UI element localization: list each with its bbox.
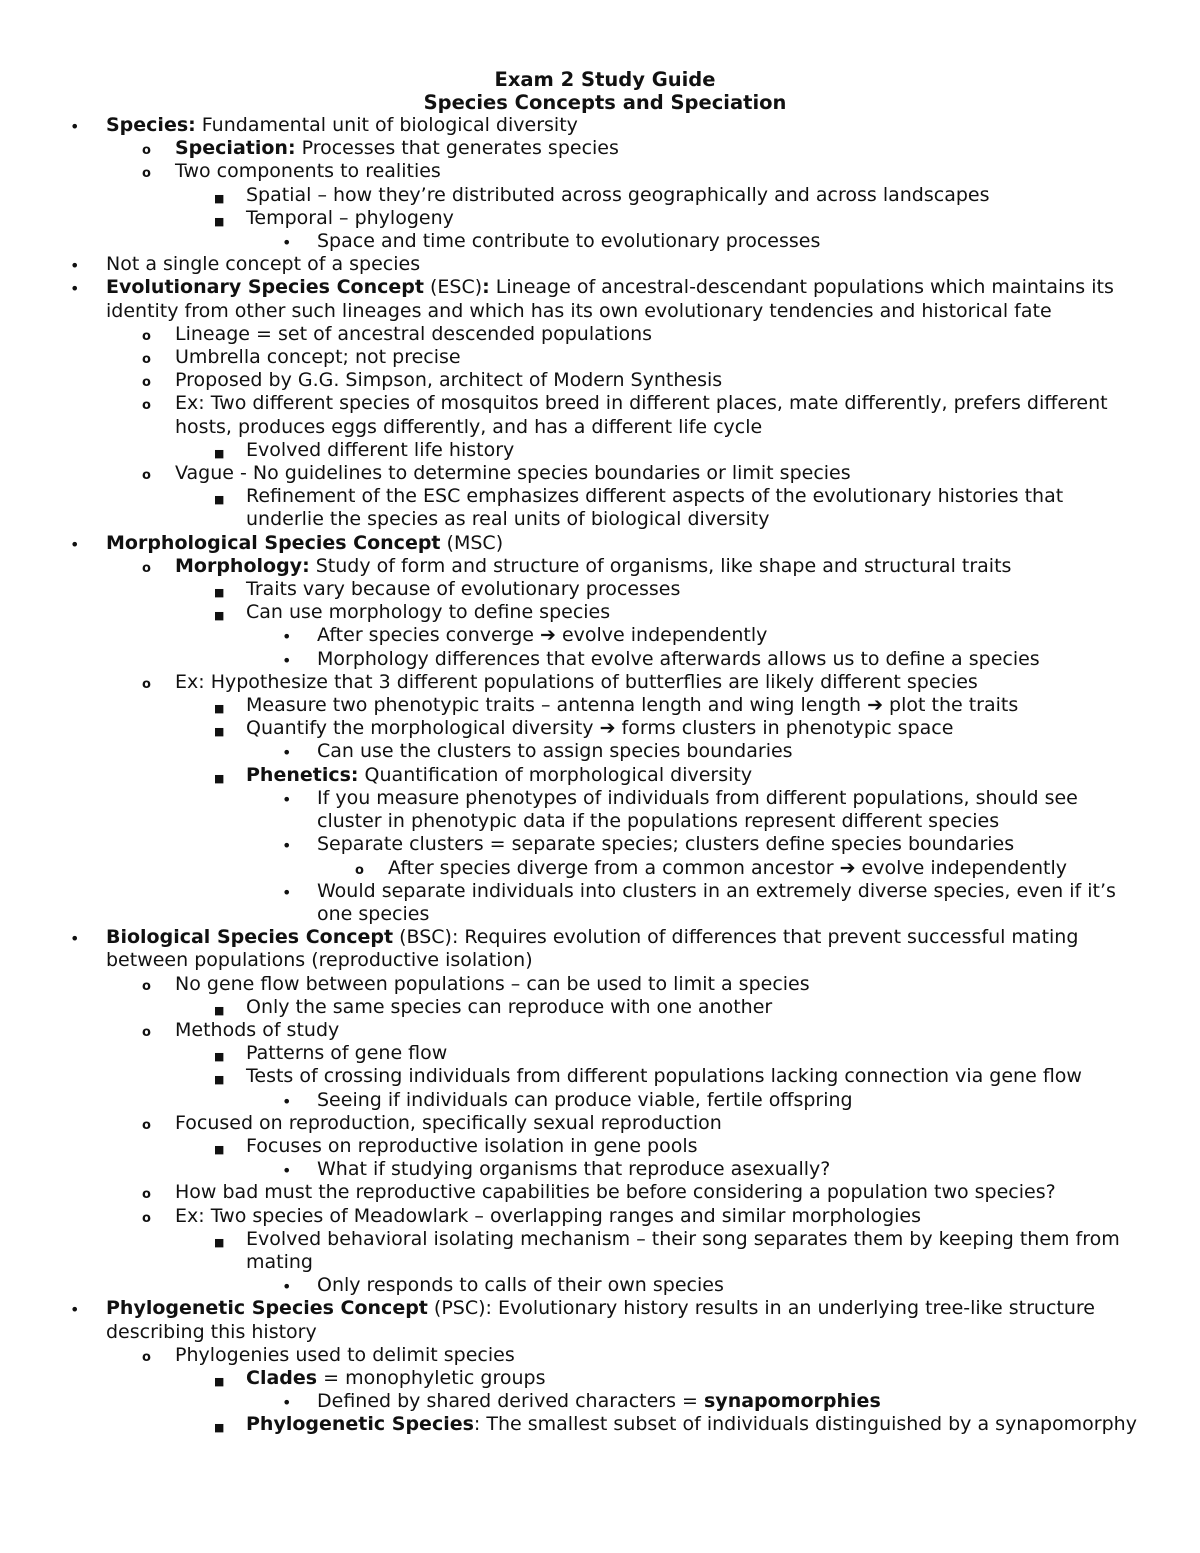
circle-bullet-icon: o: [142, 375, 151, 391]
text-morph-diff: Morphology differences that evolve afterwards allows us to define a species: [317, 647, 1040, 670]
circle-bullet-icon: o: [142, 1187, 151, 1203]
circle-bullet-icon: o: [142, 143, 151, 159]
arrow-icon: ➔: [539, 624, 556, 647]
bullet-phenetics: [211, 764, 1140, 787]
bullet-what-if: [282, 1158, 1140, 1181]
bullet-umbrella: [140, 346, 1140, 369]
bullet-lineage: [140, 323, 1140, 346]
text-measure-a: Measure two phenotypic traits – antenna length and wing length: [246, 694, 868, 717]
tests-sublist: [70, 1089, 1140, 1112]
bullet-focuses: [211, 1135, 1140, 1158]
text-converge-a: After species converge: [317, 624, 540, 647]
disc-bullet-icon: •: [282, 1393, 292, 1413]
abbr-esc: (ESC): [423, 276, 483, 299]
bullet-msc-ex: [140, 671, 1140, 694]
circle-bullet-icon: o: [142, 1024, 151, 1040]
bullet-how-bad: [140, 1181, 1140, 1204]
bullet-separate: [282, 833, 1140, 856]
square-bullet-icon: ■: [214, 725, 225, 739]
text-focused: Focused on reproduction, specifically sexual reproduction: [175, 1111, 722, 1134]
bsc-sublist-4: [70, 1181, 1140, 1227]
text-measure-b: plot the traits: [883, 694, 1019, 717]
text-spatial: Spatial – how they’re distributed across geographically and across landscapes: [246, 183, 990, 206]
square-bullet-icon: ■: [214, 1142, 225, 1156]
bullet-can-use: [211, 601, 1140, 624]
disc-bullet-icon: •: [70, 929, 80, 949]
bullet-spatial: [211, 184, 1140, 207]
circle-bullet-icon: o: [142, 1117, 151, 1133]
text-esc-ex: Ex: Two different species of mosquitos breed in different places, mate differently, prefers different hosts, produces eggs differently, and has a different life cycle: [175, 392, 1108, 438]
esc-ex-sublist: [70, 439, 1140, 462]
text-converge-b: evolve independently: [555, 624, 768, 647]
def-clades: = monophyletic groups: [317, 1366, 546, 1389]
clades-sublist: [70, 1390, 1140, 1413]
temporal-sublist: [70, 230, 1140, 253]
bullet-refinement: [211, 485, 1140, 531]
phylogenies-sublist: [70, 1367, 1140, 1390]
text-diverge-a: After species diverge from a common ancestor: [388, 856, 840, 879]
bullet-temporal: [211, 207, 1140, 230]
can-use-sublist: [70, 624, 1140, 670]
square-bullet-icon: ■: [214, 1374, 225, 1388]
circle-bullet-icon: o: [142, 1210, 151, 1226]
bullet-esc: [70, 276, 1140, 322]
bullet-behavioral: [211, 1228, 1140, 1274]
bullet-vague: [140, 462, 1140, 485]
disc-bullet-icon: •: [282, 627, 292, 647]
bullet-no-gene: [140, 973, 1140, 996]
bullet-species: [70, 114, 1140, 137]
def-species: Fundamental unit of biological diversity: [195, 114, 578, 136]
bullet-focused: [140, 1112, 1140, 1135]
phenetics-sublist: [70, 787, 1140, 857]
bullet-traits-vary: [211, 578, 1140, 601]
circle-bullet-icon: o: [142, 398, 151, 414]
term-species: Species:: [106, 114, 196, 136]
bullet-bsc-ex: [140, 1205, 1140, 1228]
text-bsc-ex: Ex: Two species of Meadowlark – overlapping ranges and similar morphologies: [175, 1204, 922, 1227]
document-title: Exam 2 Study Guide: [494, 68, 716, 91]
square-bullet-icon: ■: [214, 493, 225, 507]
text-refinement: Refinement of the ESC emphasizes different aspects of the evolutionary histories that underlie the species as real units of biological diversity: [246, 485, 1064, 531]
abbr-msc: (MSC): [440, 531, 504, 554]
text-clusters: Can use the clusters to assign species boundaries: [317, 740, 793, 763]
bullet-defined: [282, 1390, 1140, 1413]
disc-bullet-icon: •: [70, 256, 80, 276]
esc-sublist: [70, 323, 1140, 439]
disc-bullet-icon: •: [282, 650, 292, 670]
bullet-speciation: [140, 137, 1140, 160]
term-esc: Evolutionary Species Concept: [106, 276, 424, 299]
circle-bullet-icon: o: [142, 468, 151, 484]
text-patterns: Patterns of gene flow: [246, 1042, 448, 1065]
term-morphology: Morphology:: [175, 554, 310, 577]
disc-bullet-icon: •: [282, 1091, 292, 1111]
bullet-seeing: [282, 1089, 1140, 1112]
text-defined: Defined by shared derived characters =: [317, 1390, 704, 1413]
bullet-space-time: [282, 230, 1140, 253]
text-vague: Vague - No guidelines to determine species boundaries or limit species: [175, 462, 851, 485]
text-quantify-b: forms clusters in phenotypic space: [615, 717, 954, 740]
bullet-morphology: [140, 555, 1140, 578]
term-synapomorphies: synapomorphies: [704, 1390, 881, 1413]
def-esc: Lineage of ancestral-descendant populations which maintains its identity from other such lineages and which has its own evolutionary tendencies and historical fate: [106, 276, 1114, 322]
bsc-sublist: [70, 973, 1140, 996]
bullet-patterns: [211, 1042, 1140, 1065]
focused-sublist: [70, 1135, 1140, 1158]
text-no-gene: No gene flow between populations – can be used to limit a species: [175, 972, 810, 995]
text-two-components: Two components to realities: [175, 160, 441, 183]
term-msc: Morphological Species Concept: [106, 531, 441, 554]
bullet-esc-ex: [140, 392, 1140, 438]
text-msc-ex: Ex: Hypothesize that 3 different populations of butterflies are likely different species: [175, 670, 978, 693]
disc-bullet-icon: •: [282, 882, 292, 902]
bullet-converge: [282, 624, 1140, 647]
bullet-methods: [140, 1019, 1140, 1042]
disc-bullet-icon: •: [282, 836, 292, 856]
square-bullet-icon: ■: [214, 1073, 225, 1087]
text-focuses: Focuses on reproductive isolation in gene pools: [246, 1134, 698, 1157]
def-speciation: Processes that generates species: [295, 137, 619, 160]
text-can-use: Can use morphology to define species: [246, 601, 611, 624]
focuses-sublist: [70, 1158, 1140, 1181]
bullet-psc: [70, 1297, 1140, 1343]
quantify-sublist: [70, 740, 1140, 763]
components-sublist: [70, 184, 1140, 230]
text-phylogenies: Phylogenies used to delimit species: [175, 1343, 515, 1366]
text-temporal: Temporal – phylogeny: [246, 206, 454, 229]
bullet-evolved-life: [211, 439, 1140, 462]
text-proposed: Proposed by G.G. Simpson, architect of Modern Synthesis: [175, 369, 723, 392]
text-separate: Separate clusters = separate species; clusters define species boundaries: [317, 833, 1015, 856]
term-phylo-species: Phylogenetic Species: [246, 1413, 474, 1436]
msc-ex-sublist-2: [70, 764, 1140, 787]
disc-bullet-icon: •: [70, 1300, 80, 1320]
disc-bullet-icon: •: [282, 789, 292, 809]
text-not-single: Not a single concept of a species: [106, 253, 421, 276]
bullet-if-measure: [282, 787, 1140, 833]
vague-sublist: [70, 485, 1140, 531]
circle-bullet-icon: o: [142, 166, 151, 182]
bullet-msc: [70, 532, 1140, 555]
text-if-measure: If you measure phenotypes of individuals from different populations, should see cluster in phenotypic data if the populations represent different species: [317, 786, 1078, 833]
term-phenetics: Phenetics:: [246, 763, 359, 786]
text-behavioral: Evolved behavioral isolating mechanism – their song separates them by keeping them from mating: [246, 1227, 1120, 1273]
disc-bullet-icon: •: [282, 743, 292, 763]
methods-sublist: [70, 1042, 1140, 1088]
esc-sublist-2: [70, 462, 1140, 485]
bullet-proposed: [140, 369, 1140, 392]
text-lineage: Lineage = set of ancestral descended populations: [175, 322, 653, 345]
arrow-icon: ➔: [867, 694, 883, 717]
square-bullet-icon: ■: [214, 1235, 225, 1249]
outline-list: [70, 114, 1140, 1437]
disc-bullet-icon: •: [70, 117, 80, 136]
square-bullet-icon: ■: [214, 191, 225, 205]
text-what-if: What if studying organisms that reproduce asexually?: [317, 1158, 831, 1181]
bullet-only-responds: [282, 1274, 1140, 1297]
disc-bullet-icon: •: [70, 534, 80, 554]
esc-colon: :: [482, 276, 490, 299]
msc-sublist: [70, 555, 1140, 578]
square-bullet-icon: ■: [214, 771, 225, 785]
bsc-sublist-2: [70, 1019, 1140, 1042]
bullet-diverge: [353, 857, 1140, 880]
separate-sublist: [70, 857, 1140, 880]
bullet-two-components: [140, 160, 1140, 183]
bullet-morph-diff: [282, 648, 1140, 671]
text-only-same: Only the same species can reproduce with one another: [246, 995, 773, 1018]
bullet-only-same: [211, 996, 1140, 1019]
morphology-sublist: [70, 578, 1140, 624]
text-how-bad: How bad must the reproductive capabilities be before considering a population two species?: [175, 1181, 1056, 1204]
def-phenetics: Quantification of morphological diversity: [358, 763, 753, 786]
text-quantify-a: Quantify the morphological diversity: [246, 717, 600, 740]
arrow-icon: ➔: [839, 856, 856, 879]
square-bullet-icon: ■: [214, 702, 225, 716]
bullet-not-single: [70, 253, 1140, 276]
term-psc: Phylogenetic Species Concept: [106, 1297, 428, 1320]
text-traits-vary: Traits vary because of evolutionary processes: [246, 578, 681, 601]
circle-bullet-icon: o: [142, 352, 151, 368]
text-seeing: Seeing if individuals can produce viable, fertile offspring: [317, 1088, 853, 1111]
behavioral-sublist: [70, 1274, 1140, 1297]
square-bullet-icon: ■: [214, 214, 225, 228]
text-would: Would separate individuals into clusters in an extremely diverse species, even if it’s one species: [317, 879, 1116, 925]
circle-bullet-icon: o: [355, 862, 364, 878]
bullet-phylo-species: [211, 1413, 1140, 1436]
circle-bullet-icon: o: [142, 560, 151, 576]
text-methods: Methods of study: [175, 1018, 340, 1041]
circle-bullet-icon: o: [142, 978, 151, 994]
square-bullet-icon: ■: [214, 1050, 225, 1064]
disc-bullet-icon: •: [282, 233, 292, 253]
term-bsc: Biological Species Concept: [106, 926, 394, 949]
document-subtitle: Species Concepts and Speciation: [423, 91, 787, 114]
def-bsc: (BSC): Requires evolution of differences that prevent successful mating between populations (reproductive isolation): [106, 926, 1079, 972]
term-clades: Clades: [246, 1366, 318, 1389]
no-gene-sublist: [70, 996, 1140, 1019]
arrow-icon: ➔: [599, 717, 616, 740]
text-space-time: Space and time contribute to evolutionary processes: [317, 230, 821, 253]
phylogenies-sublist-2: [70, 1413, 1140, 1436]
text-evolved-life: Evolved different life history: [246, 438, 515, 461]
bullet-tests: [211, 1065, 1140, 1088]
term-speciation: Speciation:: [175, 137, 296, 160]
text-umbrella: Umbrella concept; not precise: [175, 346, 461, 369]
bullet-measure: [211, 694, 1140, 717]
bullet-quantify: [211, 717, 1140, 740]
circle-bullet-icon: o: [142, 1349, 151, 1365]
def-psc: (PSC): Evolutionary history results in an underlying tree-like structure describing this history: [106, 1297, 1095, 1343]
circle-bullet-icon: o: [142, 676, 151, 692]
species-sublist: [70, 137, 1140, 183]
square-bullet-icon: ■: [214, 609, 225, 623]
bullet-phylogenies: [140, 1344, 1140, 1367]
def-phylo-species: : The smallest subset of individuals distinguished by a synapomorphy: [473, 1413, 1137, 1436]
text-diverge-b: evolve independently: [855, 856, 1067, 879]
bullet-bsc: [70, 926, 1140, 972]
phenetics-sublist-2: [70, 880, 1140, 926]
disc-bullet-icon: •: [282, 1277, 292, 1297]
bsc-sublist-3: [70, 1112, 1140, 1135]
bullet-clusters: [282, 740, 1140, 763]
disc-bullet-icon: •: [282, 1161, 292, 1181]
msc-sublist-2: [70, 671, 1140, 694]
square-bullet-icon: ■: [214, 586, 225, 600]
def-morphology: Study of form and structure of organisms, like shape and structural traits: [309, 554, 1012, 577]
square-bullet-icon: ■: [214, 446, 225, 460]
text-only-responds: Only responds to calls of their own species: [317, 1274, 724, 1297]
text-tests: Tests of crossing individuals from different populations lacking connection via gene flow: [246, 1065, 1082, 1088]
disc-bullet-icon: •: [70, 279, 80, 299]
psc-sublist: [70, 1344, 1140, 1367]
bsc-ex-sublist: [70, 1228, 1140, 1274]
circle-bullet-icon: o: [142, 328, 151, 344]
bullet-clades: [211, 1367, 1140, 1390]
msc-ex-sublist: [70, 694, 1140, 740]
square-bullet-icon: ■: [214, 1003, 225, 1017]
bullet-would: [282, 880, 1140, 926]
square-bullet-icon: ■: [214, 1421, 225, 1435]
